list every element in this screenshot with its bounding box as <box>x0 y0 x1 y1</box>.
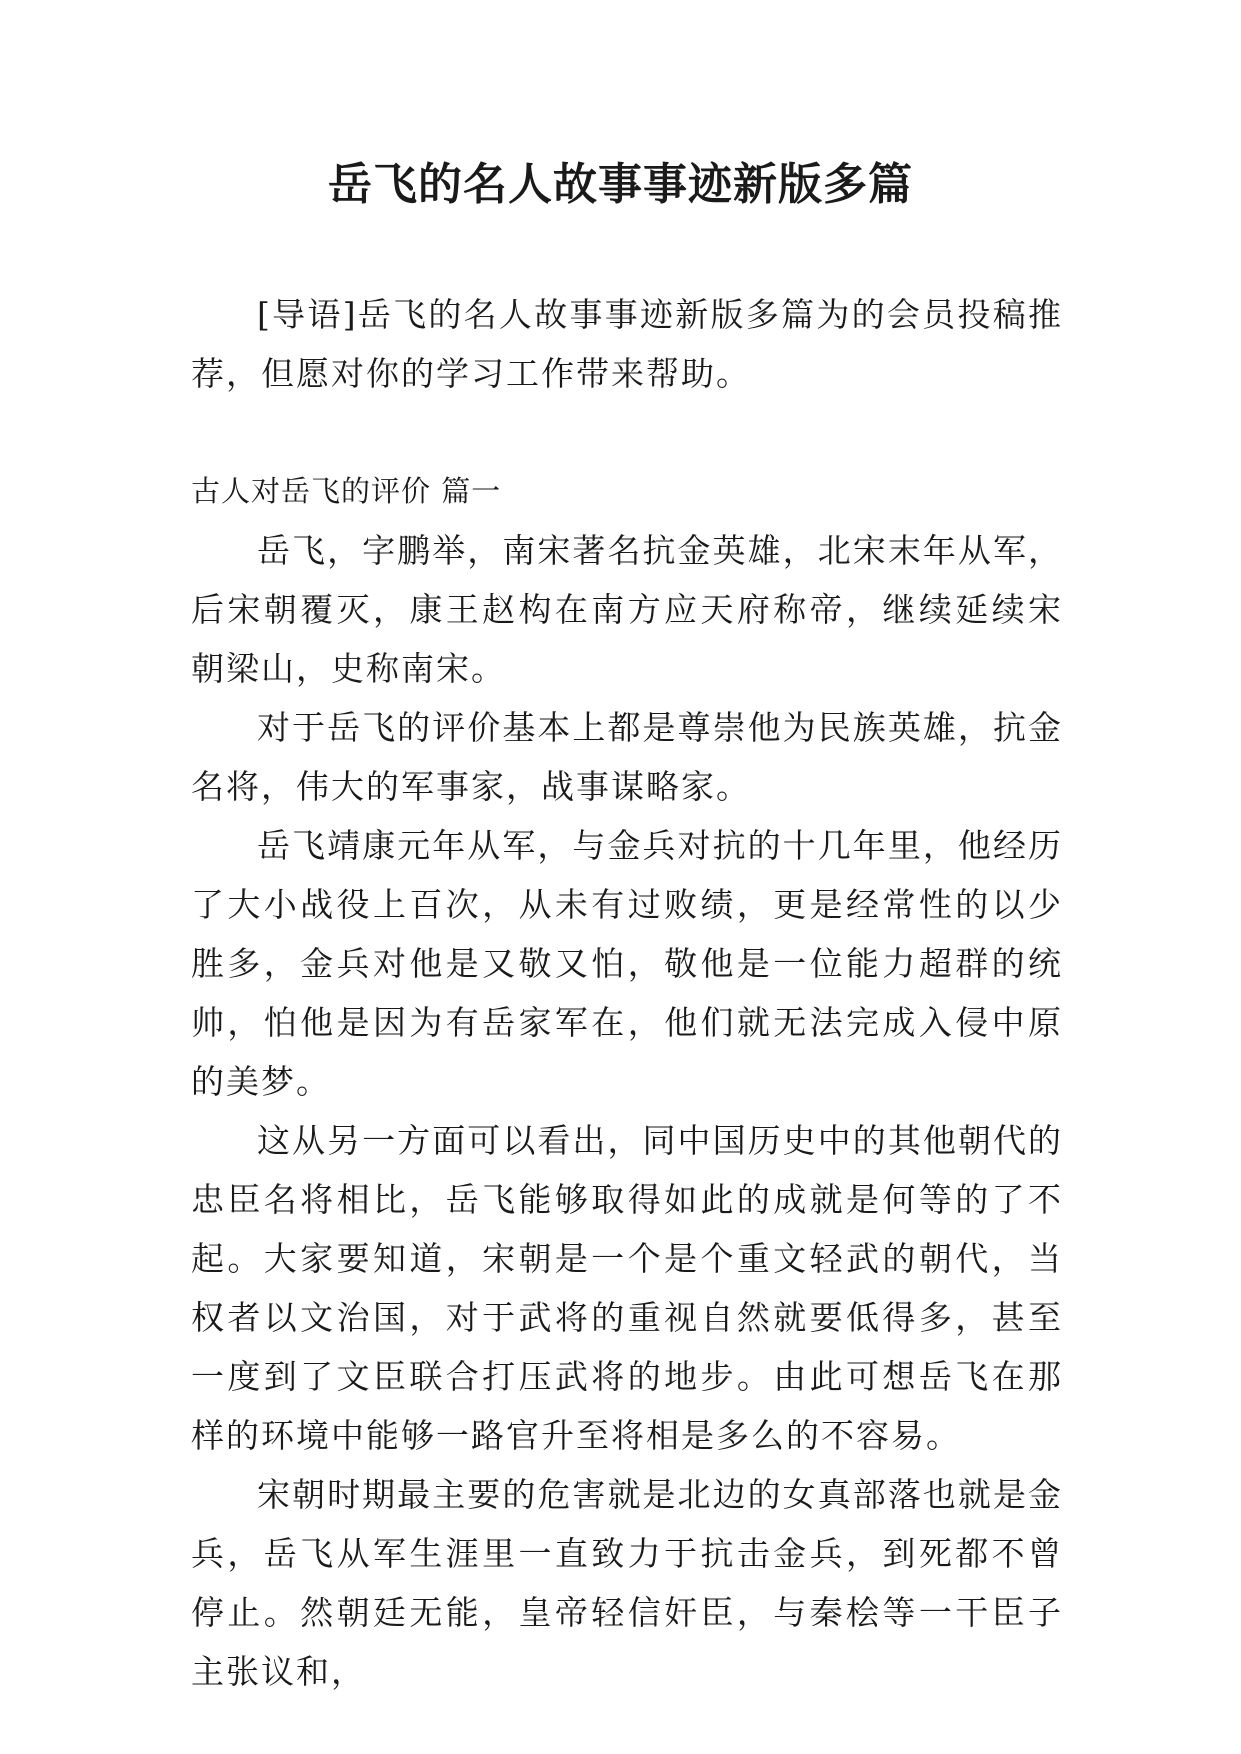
intro-paragraph: [导语]岳飞的名人故事事迹新版多篇为的会员投稿推荐，但愿对你的学习工作带来帮助。 <box>191 295 1063 393</box>
body-paragraph: 岳飞靖康元年从军，与金兵对抗的十几年里，他经历了大小战役上百次，从未有过败绩，更是经常性的以少胜多，金兵对他是又敬又怕，敬他是一位能力超群的统帅，怕他是因为有岳家军在，他们就无法完成入侵中原的美梦。 <box>191 826 1063 1101</box>
body-paragraph: 宋朝时期最主要的危害就是北边的女真部落也就是金兵，岳飞从军生涯里一直致力于抗击金兵，到死都不曾停止。然朝廷无能，皇帝轻信奸臣，与秦桧等一干臣子主张议和， <box>191 1475 1063 1691</box>
document-title: 岳飞的名人故事事迹新版多篇 <box>328 159 913 210</box>
document-body <box>191 462 1063 1701</box>
body-paragraph: 岳飞，字鹏举，南宋著名抗金英雄，北宋末年从军，后宋朝覆灭，康王赵构在南方应天府称帝，继续延续宋朝梁山，史称南宋。 <box>191 531 1063 688</box>
body-paragraph: 对于岳飞的评价基本上都是尊崇他为民族英雄，抗金名将，伟大的军事家，战事谋略家。 <box>191 708 1063 806</box>
body-paragraph: 这从另一方面可以看出，同中国历史中的其他朝代的忠臣名将相比，岳飞能够取得如此的成就是何等的了不起。大家要知道，宋朝是一个是个重文轻武的朝代，当权者以文治国，对于武将的重视自然就要低得多，甚至一度到了文臣联合打压武将的地步。由此可想岳飞在那样的环境中能够一路官升至将相是多么的不容易。 <box>191 1121 1063 1455</box>
section-heading: 古人对岳飞的评价 篇一 <box>191 474 502 508</box>
